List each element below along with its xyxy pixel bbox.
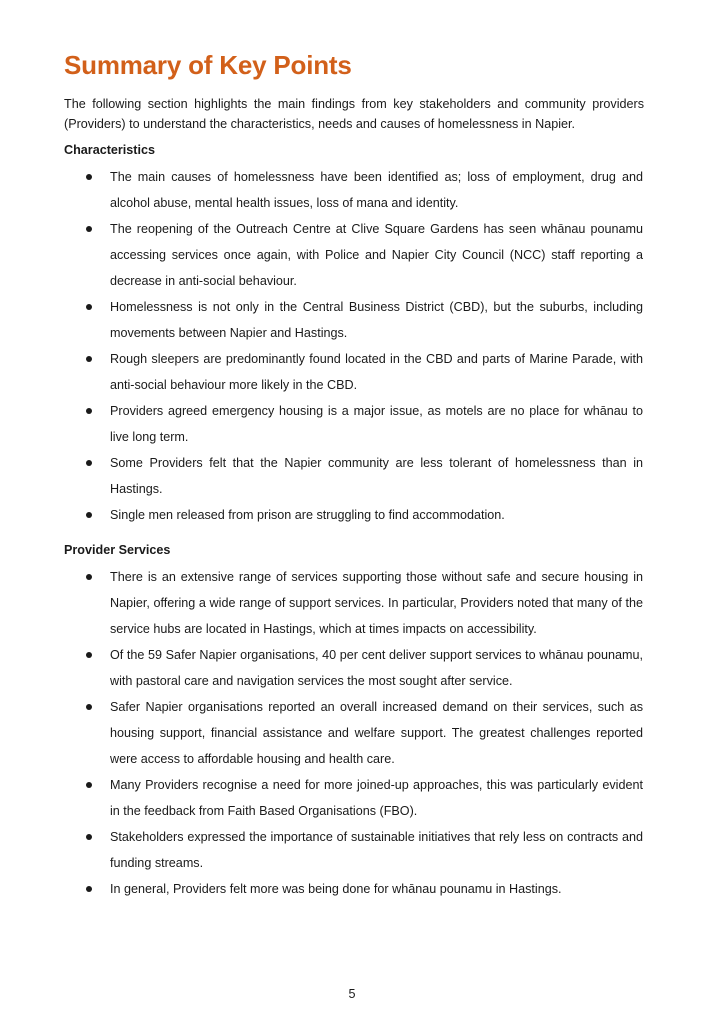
intro-paragraph: The following section highlights the main findings from key stakeholders and community providers (Providers) to understand the characteristics, needs and causes of homelessness in Napier.	[64, 97, 644, 131]
section-heading-provider-services: Provider Services	[64, 543, 171, 557]
list-item: Homelessness is not only in the Central Business District (CBD), but the suburbs, including movements between Napier and Hastings.	[0, 294, 704, 346]
bullet-icon	[86, 886, 92, 892]
bullet-icon	[86, 652, 92, 658]
list-item: Rough sleepers are predominantly found located in the CBD and parts of Marine Parade, with anti-social behaviour more likely in the CBD.	[0, 346, 704, 398]
bullet-icon	[86, 408, 92, 414]
bullet-icon	[86, 304, 92, 310]
list-item: There is an extensive range of services supporting those without safe and secure housing in Napier, offering a wide range of support services. In particular, Providers noted that many of the service hubs are located in Hastings, which at times impacts on accessibility.	[0, 564, 704, 642]
bullet-icon	[86, 512, 92, 518]
list-item: Stakeholders expressed the importance of sustainable initiatives that rely less on contracts and funding streams.	[0, 824, 704, 876]
list-item: Providers agreed emergency housing is a major issue, as motels are no place for whānau to live long term.	[0, 398, 704, 450]
bullet-icon	[86, 226, 92, 232]
bullet-icon	[86, 460, 92, 466]
list-item: The reopening of the Outreach Centre at Clive Square Gardens has seen whānau pounamu accessing services once again, with Police and Napier City Council (NCC) staff reporting a decrease in anti-social behaviour.	[0, 216, 704, 294]
list-item: Single men released from prison are struggling to find accommodation.	[0, 502, 704, 528]
section-heading-characteristics: Characteristics	[64, 143, 156, 157]
characteristics-list	[0, 164, 704, 528]
bullet-icon	[86, 356, 92, 362]
page-number: 5	[348, 987, 356, 1001]
page-title: Summary of Key Points	[64, 50, 352, 80]
bullet-icon	[86, 174, 92, 180]
list-item: In general, Providers felt more was being done for whānau pounamu in Hastings.	[0, 876, 704, 902]
bullet-icon	[86, 574, 92, 580]
list-item: The main causes of homelessness have been identified as; loss of employment, drug and alcohol abuse, mental health issues, loss of mana and identity.	[0, 164, 704, 216]
bullet-icon	[86, 704, 92, 710]
list-item: Many Providers recognise a need for more joined-up approaches, this was particularly evident in the feedback from Faith Based Organisations (FBO).	[0, 772, 704, 824]
list-item: Some Providers felt that the Napier community are less tolerant of homelessness than in Hastings.	[0, 450, 704, 502]
provider-services-list	[0, 564, 704, 902]
bullet-icon	[86, 834, 92, 840]
list-item: Safer Napier organisations reported an overall increased demand on their services, such as housing support, financial assistance and welfare support. The greatest challenges reported were access to affordable housing and health care.	[0, 694, 704, 772]
bullet-icon	[86, 782, 92, 788]
list-item: Of the 59 Safer Napier organisations, 40 per cent deliver support services to whānau pounamu, with pastoral care and navigation services the most sought after service.	[0, 642, 704, 694]
